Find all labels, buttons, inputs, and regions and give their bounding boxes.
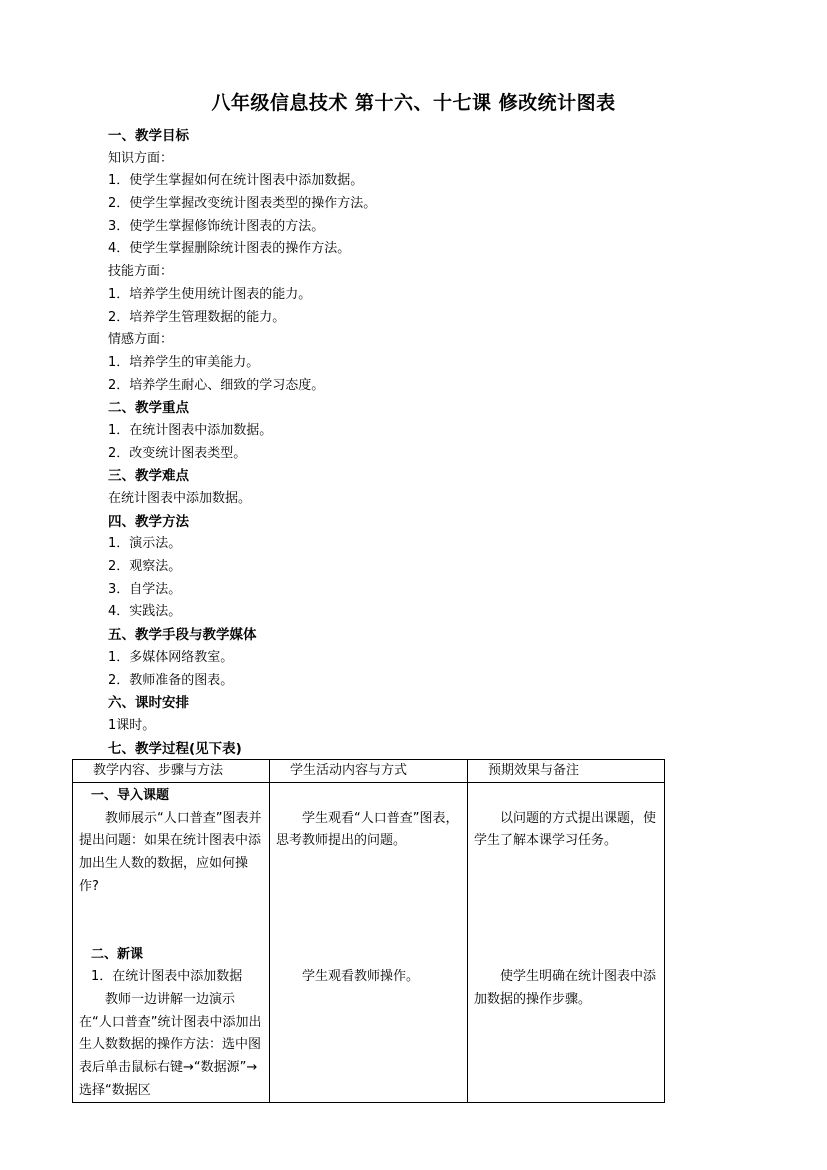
body-line: 1．在统计图表中添加数据。 [108, 422, 273, 438]
cell-paragraph: 学生观看“人口普查”图表，思考教师提出的问题。 [276, 810, 459, 849]
body-line: 2．使学生掌握改变统计图表类型的操作方法。 [108, 196, 377, 212]
document-title: 八年级信息技术 第十六、十七课 修改统计图表 [211, 92, 616, 114]
cell-paragraph: 以问题的方式提出课题，使学生了解本课学习任务。 [474, 810, 657, 849]
cell-subheading: 1．在统计图表中添加数据 [91, 969, 243, 985]
body-line: 在统计图表中添加数据。 [108, 491, 252, 506]
body-line: 2．观察法。 [108, 559, 182, 575]
body-line: 1．使学生掌握如何在统计图表中添加数据。 [108, 173, 364, 189]
body-line: 4．实践法。 [108, 604, 182, 620]
table-row [73, 783, 665, 1103]
body-line: 4．使学生掌握删除统计图表的操作方法。 [108, 241, 351, 257]
expected-effect-cell [468, 783, 665, 1103]
body-line: 1课时。 [108, 717, 156, 733]
body-line: 3．使学生掌握修饰统计图表的方法。 [108, 218, 325, 234]
section-heading: 六、课时安排 [108, 695, 189, 712]
lesson-plan-body [108, 125, 668, 760]
teaching-process-table [72, 759, 665, 1103]
section-heading: 一、教学目标 [108, 128, 189, 144]
section-heading: 五、教学手段与教学媒体 [108, 627, 257, 644]
section-heading: 七、教学过程(见下表) [108, 740, 242, 757]
table-header-cell: 预期效果与备注 [468, 760, 665, 783]
body-line: 2．教师准备的图表。 [108, 672, 234, 688]
body-line: 1．多媒体网络教室。 [108, 649, 234, 665]
table-header-cell: 教学内容、步骤与方法 [73, 760, 270, 783]
body-line: 3．自学法。 [108, 581, 182, 597]
cell-paragraph: 教师一边讲解一边演示在“人口普查”统计图表中添加出生人数数据的操作方法：选中图表后单击鼠标右键→“数据源”→选择“数据区 [79, 991, 262, 1098]
body-line: 技能方面： [108, 264, 174, 280]
body-line: 2．培养学生耐心、细致的学习态度。 [108, 377, 325, 393]
section-heading: 一、导入课题 [91, 788, 170, 803]
body-line: 1．演示法。 [108, 536, 182, 552]
section-heading: 三、教学难点 [108, 468, 189, 485]
table-header-cell: 学生活动内容与方式 [270, 760, 468, 783]
student-activity-cell [270, 783, 468, 1103]
body-line: 2．培养学生管理数据的能力。 [108, 309, 286, 325]
section-heading: 二、新课 [91, 946, 144, 962]
teaching-content-cell [73, 783, 270, 1103]
body-line: 2．改变统计图表类型。 [108, 445, 247, 461]
body-line: 情感方面： [108, 332, 174, 348]
cell-paragraph: 教师展示“人口普查”图表并提出问题：如果在统计图表中添加出生人数的数据，应如何操作? [79, 810, 262, 894]
table-header-row [73, 760, 665, 783]
body-line: 1．培养学生使用统计图表的能力。 [108, 286, 312, 302]
cell-paragraph: 学生观看教师操作。 [302, 969, 420, 985]
body-line: 1．培养学生的审美能力。 [108, 354, 260, 370]
section-heading: 二、教学重点 [108, 400, 189, 417]
section-heading: 四、教学方法 [108, 513, 189, 530]
body-line: 知识方面： [108, 150, 174, 166]
cell-paragraph: 使学生明确在统计图表中添加数据的操作步骤。 [474, 969, 657, 1007]
